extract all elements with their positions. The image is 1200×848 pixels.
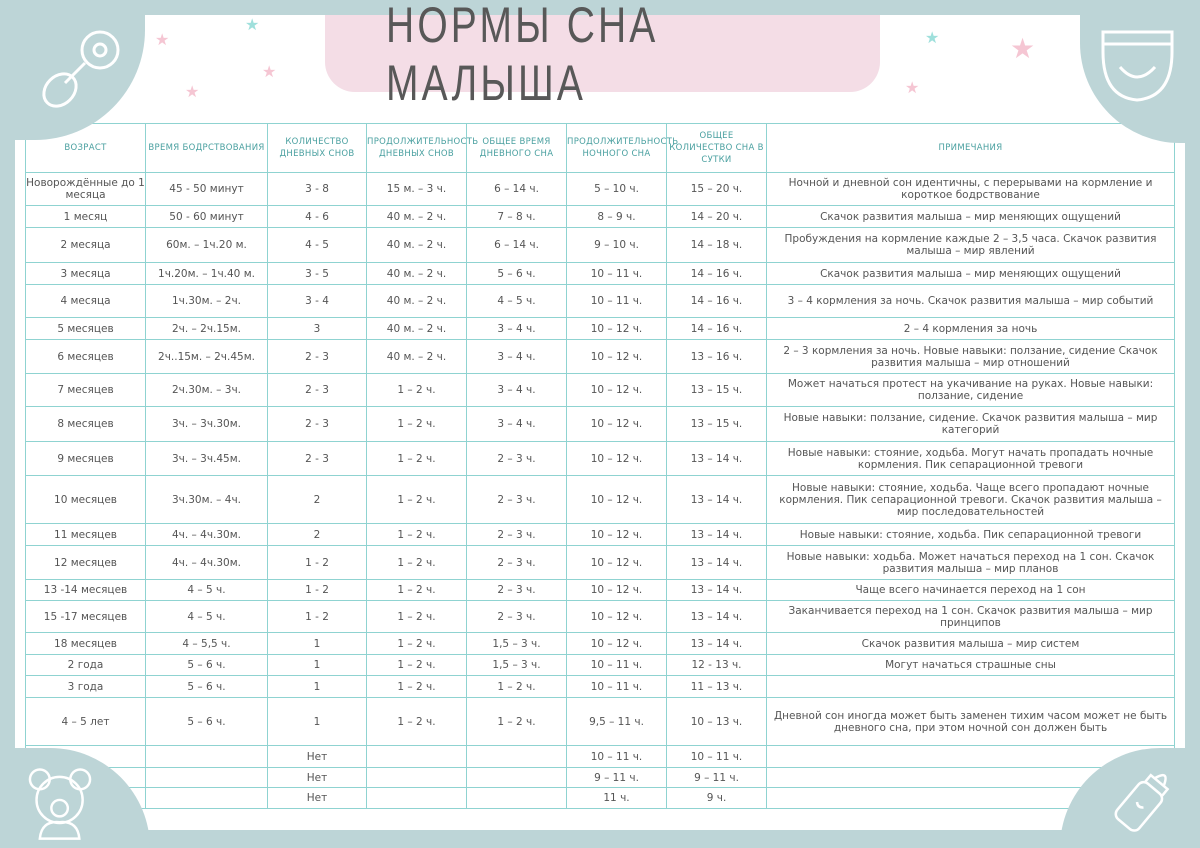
table-row bbox=[26, 580, 1175, 601]
table-cell: 3ч. – 3ч.30м. bbox=[146, 407, 268, 442]
star-icon: ★ bbox=[905, 78, 920, 97]
table-cell: 13 – 14 ч. bbox=[667, 580, 767, 601]
table-cell: 4 – 5 ч. bbox=[467, 285, 567, 318]
table-row bbox=[26, 633, 1175, 655]
table-cell: 13 – 14 ч. bbox=[667, 633, 767, 655]
table-row bbox=[26, 698, 1175, 746]
table-cell: 14 – 18 ч. bbox=[667, 228, 767, 263]
table-cell: 1 - 2 bbox=[268, 580, 367, 601]
table-cell: 40 м. – 2 ч. bbox=[367, 228, 467, 263]
star-icon: ★ bbox=[925, 28, 940, 47]
table-cell: 4ч. – 4ч.30м. bbox=[146, 546, 268, 580]
table-cell: 1 bbox=[268, 655, 367, 676]
table-cell: 10 месяцев bbox=[26, 476, 146, 524]
table-cell: 8 месяцев bbox=[26, 407, 146, 442]
table-cell: 1 – 2 ч. bbox=[367, 524, 467, 546]
table-cell: 40 м. – 2 ч. bbox=[367, 340, 467, 374]
table-cell: 1,5 – 3 ч. bbox=[467, 633, 567, 655]
table-cell: 8 – 9 ч. bbox=[567, 206, 667, 228]
column-header: ОБЩЕЕ КОЛИЧЕСТВО СНА В СУТКИ bbox=[667, 124, 767, 173]
table-header-row bbox=[26, 124, 1175, 173]
table-cell: 9,5 – 11 ч. bbox=[567, 698, 667, 746]
table-cell: 10 – 12 ч. bbox=[567, 374, 667, 407]
table-cell: 10 – 12 ч. bbox=[567, 633, 667, 655]
column-header: ВРЕМЯ БОДРСТВОВАНИЯ bbox=[146, 124, 268, 173]
table-cell: 2 – 3 ч. bbox=[467, 580, 567, 601]
table-cell: 4 месяца bbox=[26, 285, 146, 318]
table-row bbox=[26, 285, 1175, 318]
table-cell: 10 – 11 ч. bbox=[567, 285, 667, 318]
table-cell: 3 - 4 bbox=[268, 285, 367, 318]
table-row bbox=[26, 318, 1175, 340]
table-row bbox=[26, 173, 1175, 206]
table-cell bbox=[146, 768, 268, 788]
table-cell: 1 bbox=[268, 676, 367, 698]
table-cell: 9 ч. bbox=[667, 788, 767, 809]
notes-cell: Пробуждения на кормление каждые 2 – 3,5 часа. Скачок развития малыша – мир явлений bbox=[767, 228, 1175, 263]
table-row bbox=[26, 655, 1175, 676]
table-cell bbox=[467, 788, 567, 809]
table-cell: 7 месяцев bbox=[26, 374, 146, 407]
table-row bbox=[26, 228, 1175, 263]
star-icon: ★ bbox=[155, 30, 170, 49]
table-cell: 13 -14 месяцев bbox=[26, 580, 146, 601]
table-cell: 1 – 2 ч. bbox=[367, 655, 467, 676]
table-cell: 1 – 2 ч. bbox=[367, 580, 467, 601]
table-cell: 1 bbox=[268, 698, 367, 746]
table-cell bbox=[367, 788, 467, 809]
table-cell: 5 – 6 ч. bbox=[146, 698, 268, 746]
table-cell: 3 - 8 bbox=[268, 173, 367, 206]
table-cell: 14 – 16 ч. bbox=[667, 318, 767, 340]
notes-cell: Заканчивается переход на 1 сон. Скачок развития малыша – мир принципов bbox=[767, 601, 1175, 633]
table-row bbox=[26, 206, 1175, 228]
table-cell: 1 - 2 bbox=[268, 601, 367, 633]
table-cell: 10 – 12 ч. bbox=[567, 524, 667, 546]
column-header: ОБЩЕЕ ВРЕМЯ ДНЕВНОГО СНА bbox=[467, 124, 567, 173]
table-cell: 1 – 2 ч. bbox=[367, 601, 467, 633]
table-row bbox=[26, 768, 1175, 788]
table-cell: 1 bbox=[268, 633, 367, 655]
table-cell: 1ч.30м. – 2ч. bbox=[146, 285, 268, 318]
notes-cell: 2 – 4 кормления за ночь bbox=[767, 318, 1175, 340]
table-cell: 3ч. – 3ч.45м. bbox=[146, 442, 268, 476]
table-cell: 10 – 12 ч. bbox=[567, 546, 667, 580]
notes-cell: 3 – 4 кормления за ночь. Скачок развития малыша – мир событий bbox=[767, 285, 1175, 318]
table-cell: 2 - 3 bbox=[268, 340, 367, 374]
table-cell: 10 – 13 ч. bbox=[667, 698, 767, 746]
table-cell bbox=[367, 746, 467, 768]
notes-cell: Ночной и дневной сон идентичны, с перерывами на кормление и короткое бодрствование bbox=[767, 173, 1175, 206]
notes-cell bbox=[767, 676, 1175, 698]
table-row bbox=[26, 746, 1175, 768]
table-row bbox=[26, 788, 1175, 809]
table-cell: 13 – 16 ч. bbox=[667, 340, 767, 374]
table-cell: 11 месяцев bbox=[26, 524, 146, 546]
table-cell: 1 месяц bbox=[26, 206, 146, 228]
table-cell: 1 – 2 ч. bbox=[367, 633, 467, 655]
table-cell: 13 – 14 ч. bbox=[667, 442, 767, 476]
table-cell: 2ч.30м. – 3ч. bbox=[146, 374, 268, 407]
table-cell: 1 – 2 ч. bbox=[367, 407, 467, 442]
table-cell: 4 - 6 bbox=[268, 206, 367, 228]
table-cell: 14 – 16 ч. bbox=[667, 285, 767, 318]
table-row bbox=[26, 340, 1175, 374]
table-cell: 3ч.30м. – 4ч. bbox=[146, 476, 268, 524]
table-cell: 5 – 6 ч. bbox=[146, 676, 268, 698]
table-cell: 3 – 4 ч. bbox=[467, 374, 567, 407]
column-header: ПРОДОЛЖИТЕЛЬНОСТЬ НОЧНОГО СНА bbox=[567, 124, 667, 173]
table-cell: 4 – 5 лет bbox=[26, 698, 146, 746]
table-cell: 2 bbox=[268, 524, 367, 546]
table-cell: 10 – 12 ч. bbox=[567, 442, 667, 476]
notes-cell: Могут начаться страшные сны bbox=[767, 655, 1175, 676]
star-icon: ★ bbox=[185, 82, 200, 101]
teddy-bear-icon bbox=[25, 762, 95, 842]
table-cell bbox=[146, 746, 268, 768]
table-cell: 14 – 20 ч. bbox=[667, 206, 767, 228]
table-cell: 5 месяцев bbox=[26, 318, 146, 340]
table-cell: 6 – 14 ч. bbox=[467, 228, 567, 263]
table-cell: 12 месяцев bbox=[26, 546, 146, 580]
table-cell: 11 ч. bbox=[567, 788, 667, 809]
table-cell: 3 – 4 ч. bbox=[467, 340, 567, 374]
table-cell: 5 – 6 ч. bbox=[146, 655, 268, 676]
table-row bbox=[26, 374, 1175, 407]
table-cell bbox=[367, 768, 467, 788]
sleep-norms-table bbox=[25, 123, 1175, 809]
table-cell: 10 – 12 ч. bbox=[567, 601, 667, 633]
table-cell bbox=[146, 788, 268, 809]
table-cell: 14 – 16 ч. bbox=[667, 263, 767, 285]
table-cell: 1,5 – 3 ч. bbox=[467, 655, 567, 676]
table-cell: 10 – 11 ч. bbox=[567, 655, 667, 676]
baby-bottle-icon bbox=[1105, 760, 1185, 840]
table-cell: 4ч. – 4ч.30м. bbox=[146, 524, 268, 546]
table-cell: 18 месяцев bbox=[26, 633, 146, 655]
table-cell: 2 – 3 ч. bbox=[467, 524, 567, 546]
table-cell: 7 – 8 ч. bbox=[467, 206, 567, 228]
table-cell: 9 – 10 ч. bbox=[567, 228, 667, 263]
table-cell: 2 – 3 ч. bbox=[467, 476, 567, 524]
table-cell: 1 - 2 bbox=[268, 546, 367, 580]
table-cell: 13 – 14 ч. bbox=[667, 524, 767, 546]
table-cell: 2 - 3 bbox=[268, 442, 367, 476]
star-icon: ★ bbox=[245, 15, 260, 34]
notes-cell: Может начаться протест на укачивание на руках. Новые навыки: ползание, сидение bbox=[767, 374, 1175, 407]
table-cell: 5 – 10 ч. bbox=[567, 173, 667, 206]
table-row bbox=[26, 442, 1175, 476]
table-cell: 40 м. – 2 ч. bbox=[367, 318, 467, 340]
table-cell: 4 – 5 ч. bbox=[146, 580, 268, 601]
notes-cell: Новые навыки: ходьба. Может начаться переход на 1 сон. Скачок развития малыша – мир планов bbox=[767, 546, 1175, 580]
table-cell: 2 – 3 ч. bbox=[467, 546, 567, 580]
column-header: КОЛИЧЕСТВО ДНЕВНЫХ СНОВ bbox=[268, 124, 367, 173]
table-cell: 1 – 2 ч. bbox=[367, 374, 467, 407]
notes-cell: Скачок развития малыша – мир систем bbox=[767, 633, 1175, 655]
table-cell: 6 месяцев bbox=[26, 340, 146, 374]
table-cell: 10 – 12 ч. bbox=[567, 476, 667, 524]
column-header: ПРОДОЛЖИТЕЛЬНОСТЬ ДНЕВНЫХ СНОВ bbox=[367, 124, 467, 173]
table-cell: 15 -17 месяцев bbox=[26, 601, 146, 633]
table-cell: 2 – 3 ч. bbox=[467, 601, 567, 633]
table-cell: 1 – 2 ч. bbox=[367, 476, 467, 524]
table-cell: 4 – 5,5 ч. bbox=[146, 633, 268, 655]
table-cell: 2ч..15м. – 2ч.45м. bbox=[146, 340, 268, 374]
notes-cell: Скачок развития малыша – мир меняющих ощущений bbox=[767, 206, 1175, 228]
table-cell: 45 - 50 минут bbox=[146, 173, 268, 206]
table-cell: 15 – 20 ч. bbox=[667, 173, 767, 206]
table-row bbox=[26, 476, 1175, 524]
table-cell: 10 – 11 ч. bbox=[567, 676, 667, 698]
table-cell: 3 bbox=[268, 318, 367, 340]
notes-cell: Новые навыки: стояние, ходьба. Могут начать пропадать ночные кормления. Пик сепарационной тревоги bbox=[767, 442, 1175, 476]
table-row bbox=[26, 601, 1175, 633]
table-cell: 40 м. – 2 ч. bbox=[367, 206, 467, 228]
table-cell: 40 м. – 2 ч. bbox=[367, 263, 467, 285]
table-cell: Нет bbox=[268, 788, 367, 809]
table-row bbox=[26, 546, 1175, 580]
notes-cell: Новые навыки: стояние, ходьба. Пик сепарационной тревоги bbox=[767, 524, 1175, 546]
table-cell: 2 – 3 ч. bbox=[467, 442, 567, 476]
table-cell: 1 – 2 ч. bbox=[367, 442, 467, 476]
table-cell: 1ч.20м. – 1ч.40 м. bbox=[146, 263, 268, 285]
table-cell: 40 м. – 2 ч. bbox=[367, 285, 467, 318]
table-cell: 15 м. – 3 ч. bbox=[367, 173, 467, 206]
diaper-icon bbox=[1095, 22, 1180, 107]
table-cell: 10 – 11 ч. bbox=[667, 746, 767, 768]
table-cell: 60м. – 1ч.20 м. bbox=[146, 228, 268, 263]
page-title: НОРМЫ СНА МАЛЫША bbox=[386, 0, 659, 111]
table-cell: 10 – 11 ч. bbox=[567, 263, 667, 285]
table-cell: 10 – 12 ч. bbox=[567, 318, 667, 340]
table-cell: 1 – 2 ч. bbox=[467, 676, 567, 698]
table-cell bbox=[467, 746, 567, 768]
table-cell: 11 – 13 ч. bbox=[667, 676, 767, 698]
table-cell: Новорождённые до 1 месяца bbox=[26, 173, 146, 206]
table-cell: 12 - 13 ч. bbox=[667, 655, 767, 676]
table-cell: 13 – 15 ч. bbox=[667, 374, 767, 407]
table-cell: 50 - 60 минут bbox=[146, 206, 268, 228]
star-icon: ★ bbox=[1010, 32, 1036, 65]
notes-cell: Новые навыки: ползание, сидение. Скачок развития малыша – мир категорий bbox=[767, 407, 1175, 442]
table-cell: Нет bbox=[268, 768, 367, 788]
table-cell: 2ч. – 2ч.15м. bbox=[146, 318, 268, 340]
table-cell: 13 – 14 ч. bbox=[667, 476, 767, 524]
table-cell: 2 - 3 bbox=[268, 374, 367, 407]
table-cell: 3 года bbox=[26, 676, 146, 698]
table-row bbox=[26, 524, 1175, 546]
table-cell: 3 – 4 ч. bbox=[467, 318, 567, 340]
table-cell: 2 bbox=[268, 476, 367, 524]
table-cell: 2 года bbox=[26, 655, 146, 676]
star-icon: ★ bbox=[262, 62, 277, 81]
notes-cell: Скачок развития малыша – мир меняющих ощущений bbox=[767, 263, 1175, 285]
table-row bbox=[26, 407, 1175, 442]
notes-cell: 2 – 3 кормления за ночь. Новые навыки: ползание, сидение Скачок развития малыша – мир отношений bbox=[767, 340, 1175, 374]
table-cell: 1 – 2 ч. bbox=[367, 698, 467, 746]
table-cell: 2 месяца bbox=[26, 228, 146, 263]
table-cell: 3 - 5 bbox=[268, 263, 367, 285]
table-cell: 1 – 2 ч. bbox=[367, 676, 467, 698]
title-banner bbox=[325, 0, 880, 111]
table-cell: 9 – 11 ч. bbox=[567, 768, 667, 788]
table-cell: 3 месяца bbox=[26, 263, 146, 285]
table-cell: 9 – 11 ч. bbox=[667, 768, 767, 788]
notes-cell: Новые навыки: стояние, ходьба. Чаще всего пропадают ночные кормления. Пик сепарационной тревоги. Скачок развития малыша – мир последовательностей bbox=[767, 476, 1175, 524]
table-cell: 13 – 14 ч. bbox=[667, 546, 767, 580]
table-cell: 10 – 12 ч. bbox=[567, 340, 667, 374]
table-cell: Нет bbox=[268, 746, 367, 768]
pacifier-icon bbox=[30, 25, 125, 115]
table-cell: 9 месяцев bbox=[26, 442, 146, 476]
table-cell: 13 – 14 ч. bbox=[667, 601, 767, 633]
table-cell: 13 – 15 ч. bbox=[667, 407, 767, 442]
table-cell: 1 – 2 ч. bbox=[467, 698, 567, 746]
table-row bbox=[26, 676, 1175, 698]
table-cell: 5 – 6 ч. bbox=[467, 263, 567, 285]
table-cell: 4 - 5 bbox=[268, 228, 367, 263]
notes-cell: Чаще всего начинается переход на 1 сон bbox=[767, 580, 1175, 601]
table-cell: 10 – 12 ч. bbox=[567, 407, 667, 442]
table-cell: 2 - 3 bbox=[268, 407, 367, 442]
column-header: ПРИМЕЧАНИЯ bbox=[767, 124, 1175, 173]
table-cell: 6 – 14 ч. bbox=[467, 173, 567, 206]
table-cell bbox=[467, 768, 567, 788]
table-cell: 3 – 4 ч. bbox=[467, 407, 567, 442]
table-cell: 10 – 12 ч. bbox=[567, 580, 667, 601]
column-header: ВОЗРАСТ bbox=[26, 124, 146, 173]
table-cell: 1 – 2 ч. bbox=[367, 546, 467, 580]
table-cell: 10 – 11 ч. bbox=[567, 746, 667, 768]
table-row bbox=[26, 263, 1175, 285]
notes-cell: Дневной сон иногда может быть заменен тихим часом может не быть дневного сна, при этом ночной сон должен быть bbox=[767, 698, 1175, 746]
table-cell: 4 – 5 ч. bbox=[146, 601, 268, 633]
